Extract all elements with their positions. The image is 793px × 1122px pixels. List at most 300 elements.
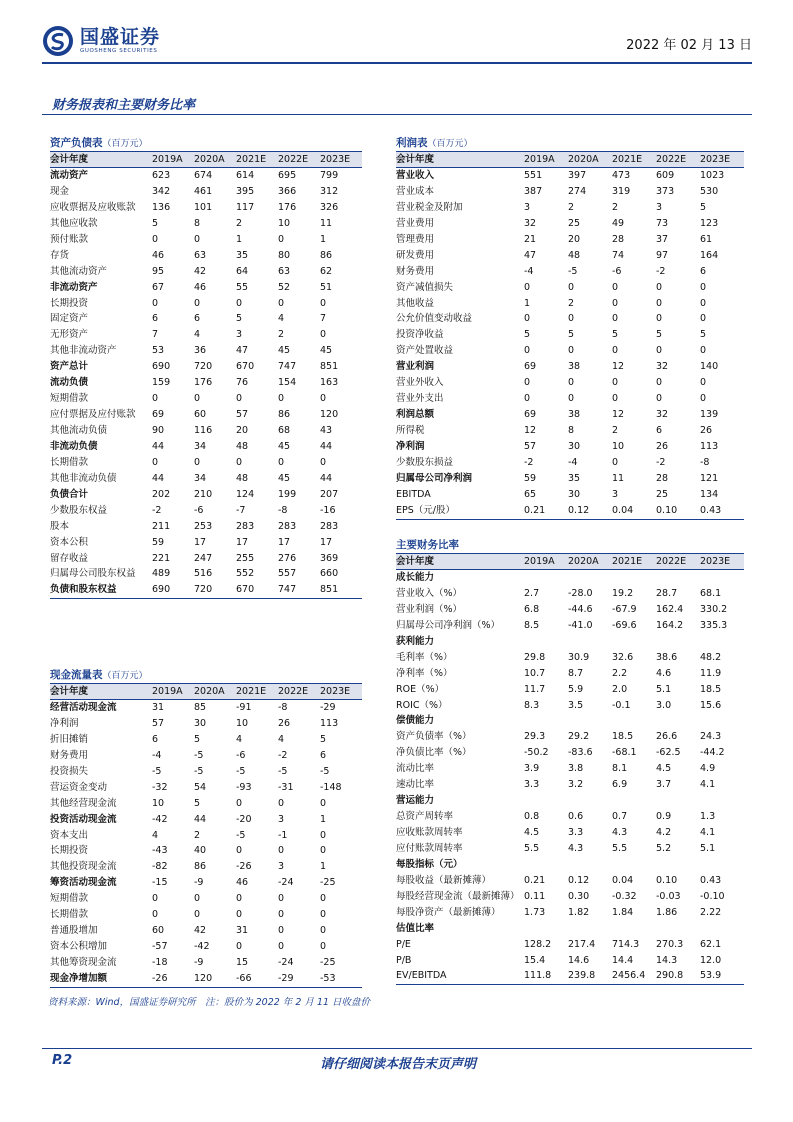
row-label: 净利润 [50,717,79,729]
table-title [50,668,362,683]
row-label: 应收账款周转率 [396,827,463,838]
cell-value: 11.9 [700,667,722,679]
cell-value: 0.7 [612,811,628,823]
cell-value: 0 [612,456,619,468]
cell-value: 0 [524,377,531,389]
row-label: 营业外支出 [396,393,444,405]
cell-value: 163 [320,377,339,389]
table-row [396,280,744,296]
cell-value: 614 [236,170,255,181]
header-year: 2019A [152,686,183,697]
cell-value: 0 [524,393,531,405]
row-label: 营业外收入 [396,377,444,389]
company-logo-icon [42,25,74,57]
table-row [50,812,362,828]
cell-value: 0 [278,297,285,309]
cell-value: 0.9 [656,811,672,823]
cell-value: 44 [152,440,165,452]
table-row [396,698,744,714]
cell-value: 4.5 [656,763,672,775]
cell-value: 720 [194,361,213,373]
cell-value: 44 [194,813,207,825]
cell-value: 0 [278,941,285,953]
cell-value: 1023 [700,170,725,181]
cell-value: 283 [278,520,297,532]
cell-value: 0 [236,456,243,468]
cell-value: 0.43 [700,874,722,886]
cell-value: 76 [236,377,249,389]
row-label: EV/EBITDA [396,970,447,982]
cell-value: 15 [236,957,249,968]
header-year: 2023E [700,154,731,165]
cell-value: 28 [656,472,669,484]
row-label: 其他流动资产 [50,265,108,277]
row-label: 营业利润（%） [396,603,463,615]
cash-flow-table [50,668,362,988]
table-row [50,700,362,716]
cell-value: -8 [700,456,710,468]
cell-value: 31 [236,925,249,937]
cell-value: 29.8 [524,651,546,663]
row-label: P/E [396,938,411,950]
table-row [396,407,744,423]
cell-value: 38 [568,361,581,373]
row-label: 每股收益（最新摊薄） [396,874,492,886]
row-label: 资本公积 [50,536,89,548]
table-row [50,859,362,875]
table-row [50,535,362,551]
table-row [396,905,744,921]
cell-value: 0.04 [612,874,634,886]
cell-value: 55 [236,281,249,293]
table-row [50,716,362,732]
cell-value: 283 [236,520,255,532]
cell-value: 14.6 [568,954,590,966]
cell-value: 154 [278,377,297,389]
table-row [396,200,744,216]
cell-value: 0.21 [524,874,546,886]
cell-value: 1 [524,297,531,309]
cell-value: 57 [236,409,249,421]
cell-value: -5 [568,265,578,277]
cell-value: 274 [568,185,587,197]
cell-value: 69 [524,409,537,421]
cell-value: 5 [700,329,707,341]
cell-value: 34 [194,472,207,484]
cell-value: 0 [194,393,201,405]
cell-value: 11 [320,217,333,229]
cell-value: 283 [320,520,339,532]
row-label: 长期借款 [50,909,89,921]
cell-value: 4.6 [656,667,672,679]
cell-value: 124 [236,488,255,500]
table-section-row [396,793,744,809]
cell-value: 24.3 [700,731,722,743]
cell-value: 5.5 [524,842,540,854]
cell-value: 113 [700,440,719,452]
cell-value: -0.03 [656,890,681,902]
table-header-row [50,684,362,700]
row-label: 营业收入 [396,170,435,181]
row-label: 经营活动现金流 [50,702,117,713]
table-row [50,200,362,216]
table-row [396,264,744,280]
cell-value: 5 [524,329,531,341]
row-label: 营业收入（%） [396,587,463,599]
cell-value: 61 [700,233,713,245]
cell-value: 2.0 [612,683,628,695]
table-row [50,439,362,455]
cell-value: -5 [320,765,330,777]
table-bottom-rule [396,984,744,985]
cell-value: 695 [278,170,297,181]
cell-value: 5 [236,313,243,325]
cell-value: 0.10 [656,504,678,516]
row-label: ROIC（%） [396,699,448,711]
table-row [396,602,744,618]
row-label: 营业费用 [396,217,435,229]
row-label: 资本支出 [50,829,89,841]
cell-value: 312 [320,185,339,197]
cell-value: 44 [320,472,333,484]
cell-value: 42 [194,925,207,937]
table-bottom-rule [396,519,744,520]
table-row [396,968,744,984]
cell-value: 60 [194,409,207,421]
cell-value: 45 [278,472,291,484]
row-label: 其他投资现金流 [50,861,117,873]
cell-value: 5.5 [612,842,628,854]
header-year: 2022E [656,556,687,567]
cell-value: 47 [236,345,249,357]
cell-value: 4.3 [568,842,584,854]
table-row [50,359,362,375]
cell-value: 0.11 [524,890,546,902]
cell-value: 5.9 [568,683,584,695]
cell-value: 1 [320,813,327,825]
cell-value: 0 [278,393,285,405]
cell-value: 44 [152,472,165,484]
table-row [396,650,744,666]
header-year: 2020A [194,154,225,165]
cell-value: 0 [700,297,707,309]
table-row [396,423,744,439]
table-title-text: 利润表 [396,137,428,149]
cell-value: 6 [152,313,159,325]
cell-value: 0 [700,313,707,325]
cell-value: 5 [194,797,201,809]
cell-value: 690 [152,361,171,373]
table-row [396,841,744,857]
cell-value: 5.1 [656,683,672,695]
cell-value: 36 [194,345,207,357]
cell-value: 0 [320,456,327,468]
cell-value: 12 [524,425,537,436]
cell-value: 95 [152,265,165,277]
cell-value: 387 [524,185,543,197]
cell-value: 489 [152,568,171,580]
cell-value: 0 [612,377,619,389]
table-row [50,828,362,844]
table-row [396,439,744,455]
table-row [396,666,744,682]
cell-value: 159 [152,377,171,389]
cell-value: 0 [278,845,285,857]
header-year: 2020A [194,686,225,697]
table-row [50,551,362,567]
table-title-text: 资产负债表 [50,137,103,149]
cell-value: 86 [320,249,333,261]
cell-value: -62.5 [656,747,681,759]
cell-value: 0 [236,393,243,405]
cell-value: 26 [700,425,713,436]
table-row [396,487,744,503]
cell-value: 557 [278,568,297,580]
cell-value: 45 [278,345,291,357]
cell-value: 0.12 [568,874,590,886]
cell-value: 461 [194,185,213,197]
table-row [396,248,744,264]
row-label: 投资净收益 [396,329,444,341]
header-year: 2022E [278,154,309,165]
cell-value: 0 [194,456,201,468]
footer-divider [42,1048,752,1049]
cell-value: 670 [236,584,255,596]
cell-value: 0 [152,233,159,245]
cell-value: -2 [524,456,534,468]
table-bottom-rule [50,987,362,988]
cell-value: 176 [194,377,213,389]
table-row [50,232,362,248]
cell-value: 660 [320,568,339,580]
cell-value: 8 [194,217,201,229]
cell-value: 3 [236,329,243,341]
cell-value: 6 [700,265,707,277]
cell-value: 0 [656,377,663,389]
row-label: 普通股增加 [50,925,98,937]
cell-value: 217.4 [568,938,596,950]
cell-value: 690 [152,584,171,596]
section-label: 获利能力 [396,635,435,647]
table-row [396,327,744,343]
cell-value: 2.2 [612,667,628,679]
table-row [50,891,362,907]
cell-value: 0 [656,297,663,309]
cell-value: 47 [524,249,537,261]
cell-value: 851 [320,361,339,373]
table-row [50,280,362,296]
table-bottom-rule [50,598,362,599]
cell-value: 8.1 [612,763,628,775]
row-label: EBITDA [396,488,431,500]
cell-value: 69 [524,361,537,373]
cell-value: 0 [152,909,159,921]
cell-value: 57 [152,717,165,729]
table-row [396,745,744,761]
cell-value: 0 [236,893,243,905]
cell-value: 5 [194,733,201,745]
cell-value: 199 [278,488,297,500]
cell-value: -16 [320,504,336,516]
cell-value: 15.4 [524,954,546,966]
cell-value: 1.73 [524,906,546,918]
cell-value: -25 [320,957,336,968]
table-row [396,777,744,793]
cell-value: 369 [320,552,339,564]
row-label: 折旧摊销 [50,733,89,745]
cell-value: 10 [236,717,249,729]
cell-value: 90 [152,425,165,436]
cell-value: 37 [656,233,669,245]
section-title: 财务报表和主要财务比率 [52,98,196,113]
cell-value: 0 [524,281,531,293]
cell-value: -148 [320,781,342,793]
cell-value: -20 [236,813,252,825]
cell-value: 11 [612,472,625,484]
table-row [396,471,744,487]
table-row [396,873,744,889]
cell-value: -67.9 [612,603,637,615]
cell-value: -2 [152,504,162,516]
cell-value: 0 [278,797,285,809]
header-year: 2021E [612,154,643,165]
cell-value: 5.2 [656,842,672,854]
cell-value: 86 [194,861,207,873]
cell-value: 28 [612,233,625,245]
cell-value: 366 [278,185,297,197]
cell-value: -50.2 [524,747,549,759]
cell-value: 6.8 [524,603,540,615]
cell-value: -82 [152,861,168,873]
cell-value: 0 [320,829,327,841]
cell-value: 2 [568,297,575,309]
header-year: 2021E [236,686,267,697]
cell-value: 97 [656,249,669,261]
cell-value: 0 [236,297,243,309]
row-label: 资产减值损失 [396,281,454,293]
cell-value: 326 [320,201,339,213]
cell-value: 30.9 [568,651,590,663]
cell-value: 4.9 [700,763,716,775]
row-label: 预付账款 [50,233,89,245]
cell-value: 0 [320,845,327,857]
cell-value: -9 [194,877,204,889]
cell-value: 59 [524,472,537,484]
table-row [50,843,362,859]
cell-value: 0.10 [656,874,678,886]
row-label: 净负债比率（%） [396,747,472,759]
row-label: 公允价值变动收益 [396,313,473,325]
header-year: 2020A [568,556,599,567]
cell-value: 373 [656,185,675,197]
section-label: 估值比率 [396,922,435,934]
cell-value: 3.3 [524,779,540,791]
cell-value: 60 [152,925,165,937]
cell-value: 65 [524,488,537,500]
cell-value: 64 [236,265,249,277]
table-row [50,311,362,327]
row-label: 资产总计 [50,361,89,373]
cell-value: -93 [236,781,252,793]
cell-value: 0 [568,313,575,325]
cell-value: 63 [278,265,291,277]
cell-value: 0 [194,909,201,921]
table-row [50,391,362,407]
cell-value: 0 [278,233,285,245]
cell-value: 73 [656,217,669,229]
row-label: 财务费用 [396,265,435,277]
table-row [50,216,362,232]
cell-value: 80 [278,249,291,261]
row-label: 流动比率 [396,763,435,775]
cell-value: 0 [278,456,285,468]
cell-value: 4 [278,733,285,745]
cell-value: -9 [194,957,204,968]
cell-value: 32 [524,217,537,229]
cell-value: 86 [278,409,291,421]
footer-disclaimer: 请仔细阅读本报告末页声明 [320,1057,477,1072]
cell-value: 0 [152,456,159,468]
row-label: 投资损失 [50,765,89,777]
cell-value: 0.30 [568,890,590,902]
cell-value: 15.6 [700,699,722,711]
cell-value: 17 [236,536,249,548]
cell-value: -6 [612,265,622,277]
header-label: 会计年度 [50,154,89,165]
table-row [396,359,744,375]
cell-value: -24 [278,877,294,889]
cell-value: 74 [612,249,625,261]
cell-value: 2456.4 [612,970,646,982]
cell-value: 101 [194,201,213,213]
cell-value: 0 [320,393,327,405]
table-row [50,923,362,939]
row-label: 投资活动现金流 [50,813,117,825]
cell-value: 0 [152,297,159,309]
table-title [50,136,362,151]
cell-value: 85 [194,702,207,713]
cell-value: 40 [194,845,207,857]
cell-value: -5 [236,765,246,777]
cell-value: 17 [194,536,207,548]
cell-value: -2 [278,749,288,761]
cell-value: 42 [194,265,207,277]
cell-value: -5 [152,765,162,777]
cell-value: 4 [194,329,201,341]
cell-value: -42 [194,941,210,953]
table-unit: （百万元） [102,139,148,149]
cell-value: 26 [656,440,669,452]
cell-value: 7 [152,329,159,341]
row-label: 资产负债率（%） [396,731,472,743]
row-label: 研发费用 [396,249,435,261]
cell-value: 0.43 [700,504,722,516]
row-label: 应付票据及应付账款 [50,409,136,421]
cell-value: 164.2 [656,619,684,631]
cell-value: 2.22 [700,906,722,918]
cell-value: 11.7 [524,683,546,695]
cell-value: 397 [568,170,587,181]
cell-value: 0 [320,329,327,341]
cell-value: 0 [236,909,243,921]
table-row [396,761,744,777]
cell-value: 120 [194,972,213,984]
cell-value: 121 [700,472,719,484]
cell-value: 51 [320,281,333,293]
cell-value: 799 [320,170,339,181]
row-label: 股本 [50,520,70,532]
page-number: P.2 [52,1053,73,1068]
